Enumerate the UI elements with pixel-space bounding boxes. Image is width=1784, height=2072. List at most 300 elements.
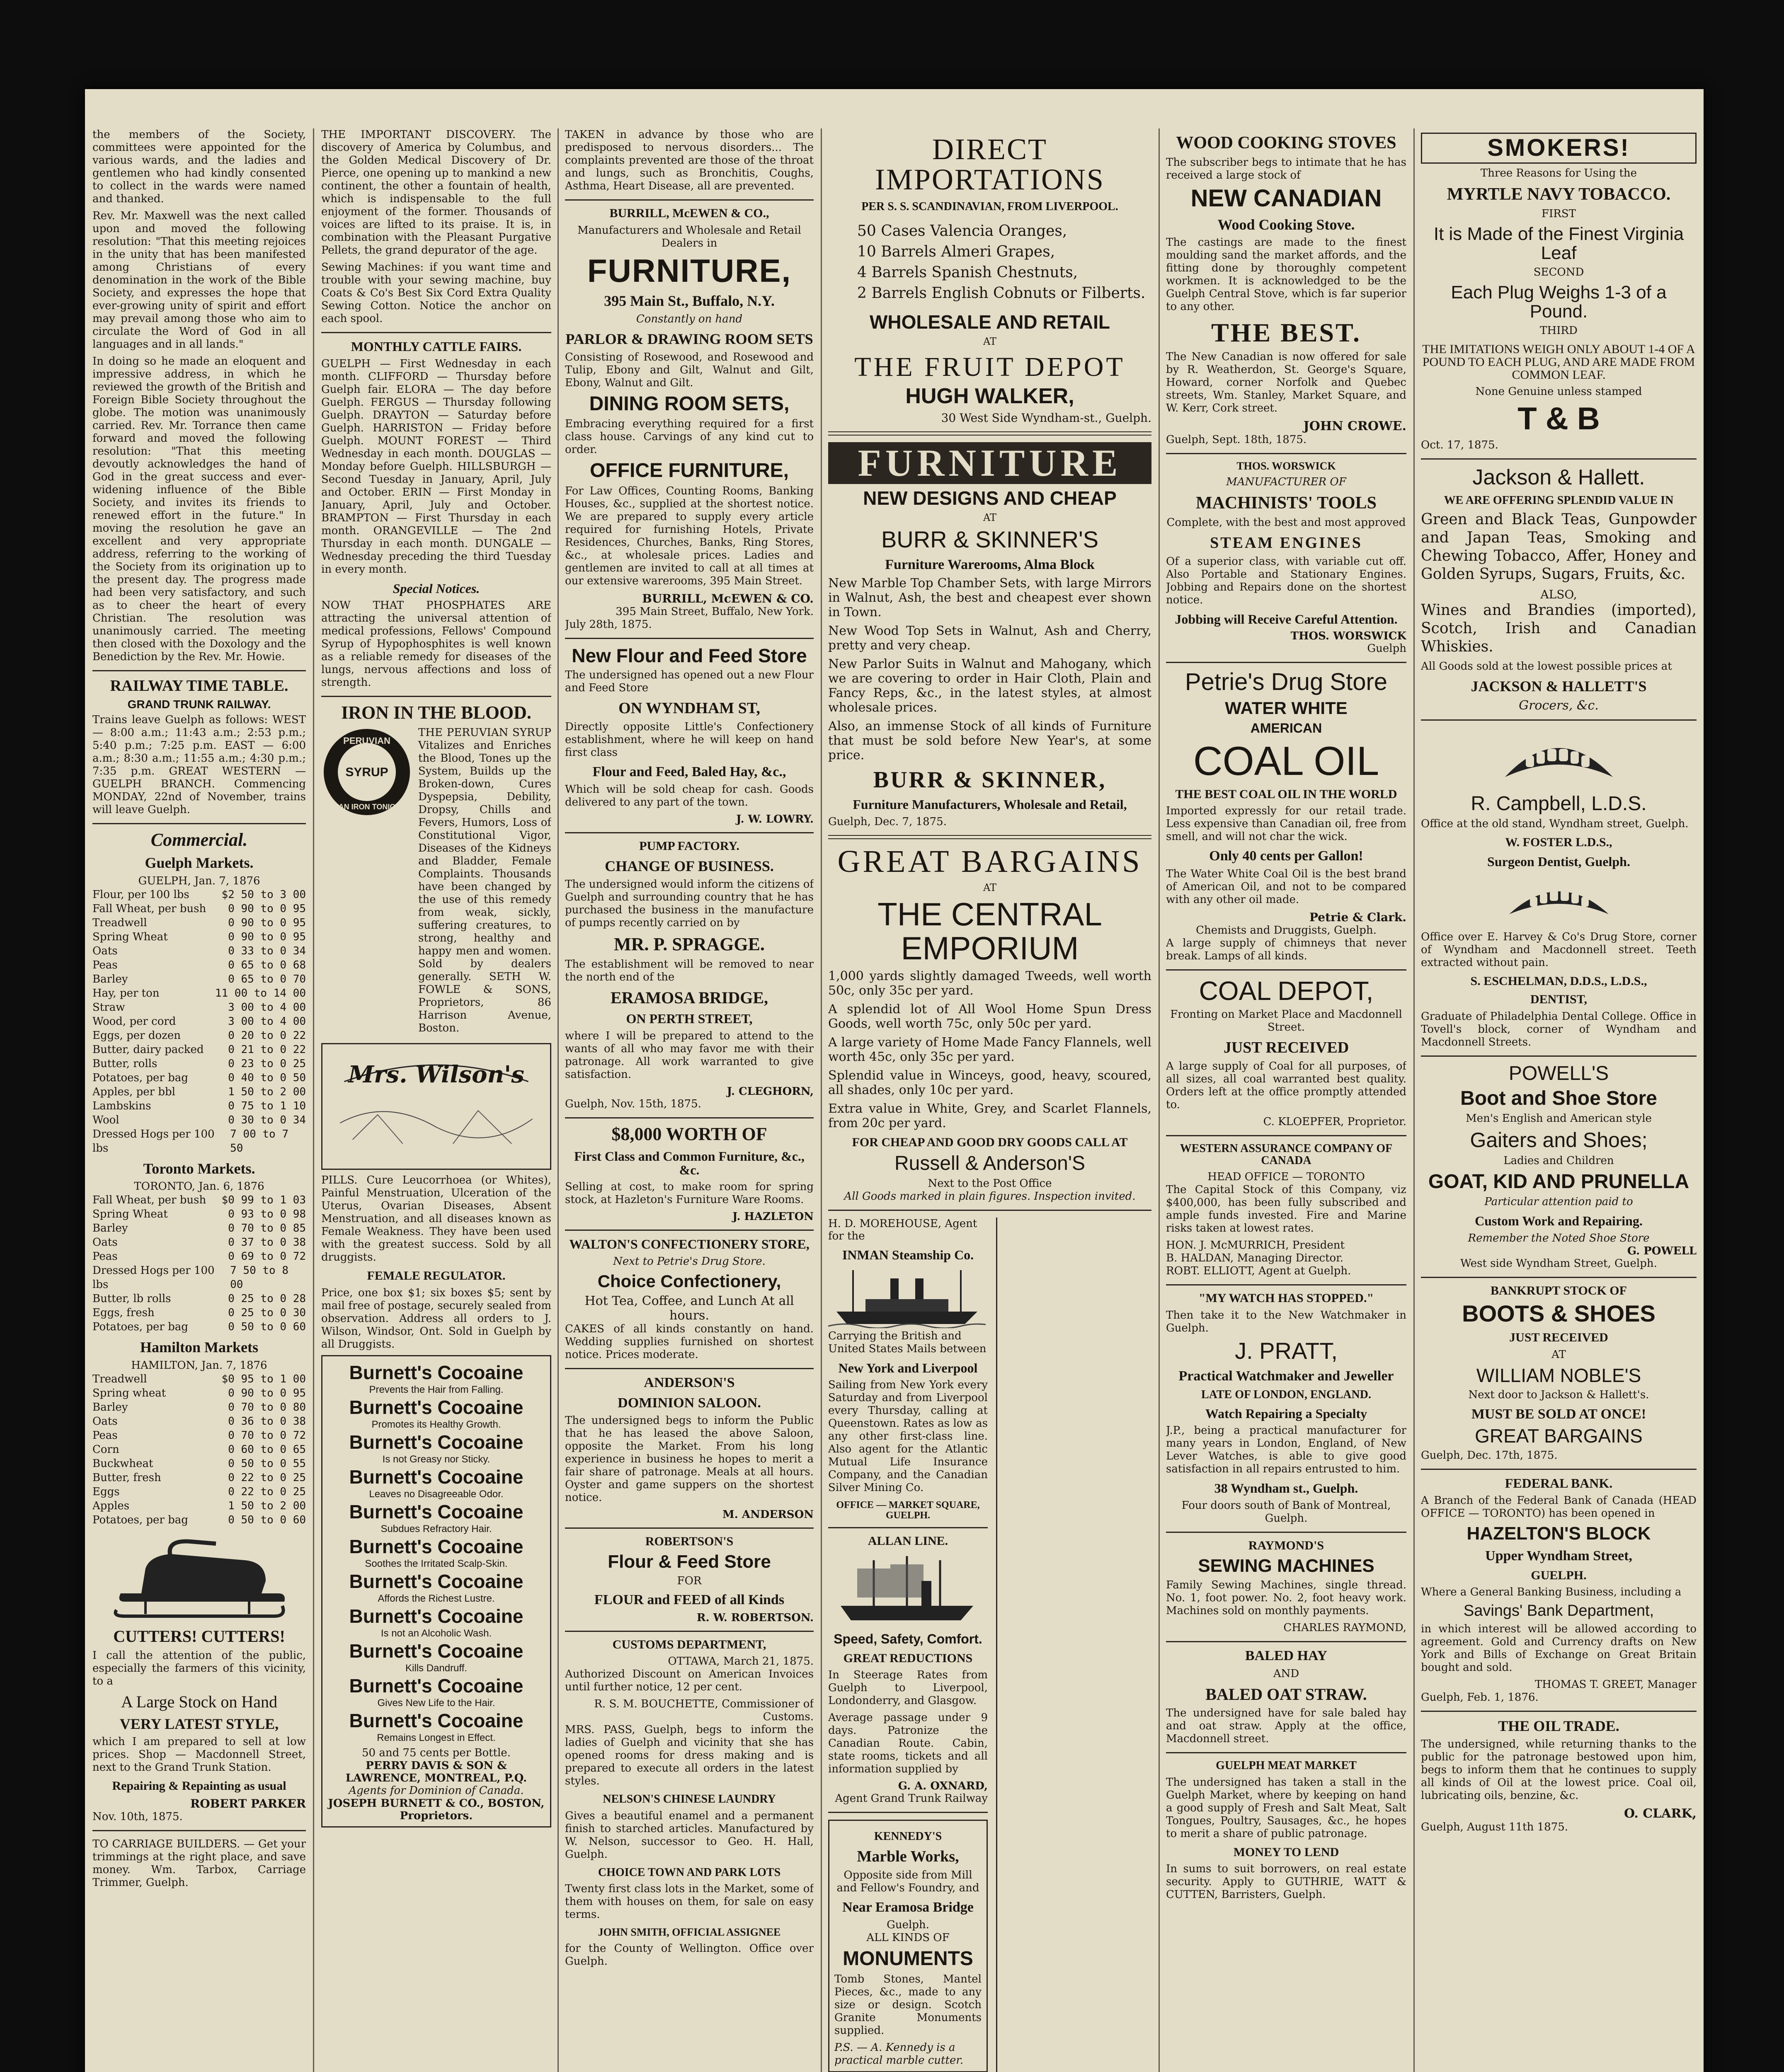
market-row <box>92 1127 306 1155</box>
customs-sign: R. S. M. BOUCHETTE, Commissioner of Customs. <box>594 1698 814 1723</box>
emporium-text-4: Splendid value in Winceys, good, heavy, scoured, all shades, only 10c per yard. <box>828 1068 1151 1098</box>
direct-item: 2 Barrels English Cobnuts or Filberts. <box>857 285 1146 302</box>
market-price: 0 60 to 0 65 <box>228 1443 306 1456</box>
central-emporium: THE CENTRAL EMPORIUM <box>877 896 1102 967</box>
boot-shoe-store: Boot and Shoe Store <box>1460 1087 1657 1110</box>
guelph-markets-heading: Guelph Markets. <box>145 854 254 871</box>
market-row <box>92 1457 306 1471</box>
market-price: 11 00 to 14 00 <box>215 987 306 1000</box>
market-row <box>92 1113 306 1127</box>
market-row <box>92 944 306 958</box>
raymond-sign: CHARLES RAYMOND, <box>1283 1621 1406 1634</box>
cocoaine-note: Is not Greasy nor Sticky. <box>382 1453 490 1465</box>
myrtle-navy: MYRTLE NAVY TOBACCO. <box>1447 184 1671 204</box>
hazelton-block: HAZELTON'S BLOCK <box>1466 1523 1651 1544</box>
sleigh-illustration <box>108 1531 291 1622</box>
kloepfer-sign: C. KLOEPFER, Proprietor. <box>1263 1116 1406 1128</box>
worswick-heading: THOS. WORSWICK <box>1236 460 1336 472</box>
machinists-tools: MACHINISTS' TOOLS <box>1195 494 1377 513</box>
market-price: 0 70 to 0 85 <box>228 1222 306 1235</box>
pump-name: MR. P. SPRAGGE. <box>614 934 765 954</box>
customs-date: OTTAWA, March 21, 1875. <box>668 1655 814 1668</box>
foster-text: Office over E. Harvey & Co's Drug Store, corner of Wyndham and Macdonnell street. Teeth extracted without pain. <box>1421 930 1697 969</box>
market-price: 0 70 to 0 72 <box>228 1429 306 1442</box>
cocoaine-name: Burnett's Cocoaine <box>349 1709 524 1731</box>
inman-text-2: Sailing from New York every Saturday and from Liverpool every Thursday, calling at Queenstown. Rates as low as any other first-class line. Also agent for the Atlantic Mutual Life Insurance Company, and the Canadian Silver Mining Co. <box>828 1379 988 1494</box>
kennedy-sign: P.S. — A. Kennedy is a practical marble cutter. <box>834 2041 964 2067</box>
kennedy-big: Marble Works, <box>857 1847 959 1865</box>
divider <box>565 1230 814 1231</box>
market-price: 0 75 to 1 10 <box>228 1099 306 1112</box>
nelson-heading: NELSON'S CHINESE LAUNDRY <box>603 1793 776 1806</box>
cocoaine-note: Remains Longest in Effect. <box>377 1732 496 1743</box>
hugh-address: 30 West Side Wyndham-st., Guelph. <box>941 411 1151 425</box>
market-item: Butter, fresh <box>92 1472 161 1484</box>
market-row <box>92 1320 306 1334</box>
money-to-lend: MONEY TO LEND <box>1233 1845 1339 1859</box>
western-agent: ROBT. ELLIOTT, Agent at Guelph. <box>1166 1265 1351 1278</box>
regulator-text: Price, one box $1; six boxes $5; sent by mail free of postage, securely sealed from observation. Address all orders to J. Wilson, Windsor, Ont. Sold in Guelph by all Druggists. <box>321 1286 551 1351</box>
divider <box>828 835 1151 839</box>
boot-sub: Men's English and American style <box>1466 1112 1652 1125</box>
burr-sub: Furniture Warerooms, Alma Block <box>885 557 1095 572</box>
nelson-text: Gives a beautiful enamel and a permanent finish to starched articles. Manufactured by W. Nelson, successor to Geo. H. Hall, Guelph. <box>565 1809 814 1861</box>
cocoaine-advert <box>321 1355 551 1828</box>
meat-text: The undersigned has taken a stall in the Guelph Market, where by keeping on hand a good supply of Fresh and Salt Meat, Salt Tongues, Poultry, Sausages, &c., he hopes to merit a share of public patronage. <box>1166 1776 1406 1840</box>
hamilton-markets-date: HAMILTON, Jan. 7, 1876 <box>131 1359 267 1372</box>
market-price: 0 25 to 0 28 <box>228 1293 306 1305</box>
market-price: 0 40 to 0 50 <box>228 1071 306 1084</box>
upper-wyndham: Upper Wyndham Street, <box>1485 1548 1632 1564</box>
cocoaine-entry <box>327 1360 545 1395</box>
russell-sub: Next to the Post Office <box>928 1177 1052 1190</box>
dining-text: Embracing everything required for a first class house. Carvings of any kind cut to order. <box>565 418 814 456</box>
lots-heading: CHOICE TOWN AND PARK LOTS <box>598 1866 781 1879</box>
emporium-text-1: 1,000 yards slightly damaged Tweeds, well worth 50c, only 35c per yard. <box>828 969 1151 998</box>
market-item: Straw <box>92 1001 125 1014</box>
foster-name: W. FOSTER L.D.S., <box>1505 835 1612 850</box>
sewing-text: Family Sewing Machines, single thread. No. 1, foot power. No. 2, foot heavy work. Machines sold on monthly payments. <box>1166 1578 1406 1617</box>
sewing-machines: SEWING MACHINES <box>1198 1555 1374 1576</box>
federal-bank: FEDERAL BANK. <box>1505 1476 1613 1491</box>
inman-agent: H. D. MOREHOUSE, Agent for the <box>828 1218 977 1243</box>
peruvian-syrup-seal <box>321 726 412 818</box>
noble-at: AT <box>1551 1348 1566 1361</box>
market-price: 7 00 to 7 50 <box>230 1128 289 1155</box>
pump-change: CHANGE OF BUSINESS. <box>605 858 774 875</box>
teas-text: Green and Black Teas, Gunpowder and Japan Teas, Smoking and Chewing Tobacco, Affer, Honey and Golden Syrups, Sugars, Fruits, &c. <box>1421 511 1697 583</box>
divider <box>1166 662 1406 663</box>
robertson-sign: R. W. ROBERTSON. <box>696 1611 814 1624</box>
market-item: Treadwell <box>92 1373 147 1386</box>
cocoaine-list <box>327 1360 545 1743</box>
ny-liverpool: New York and Liverpool <box>838 1360 978 1375</box>
burrill-sign: BURRILL, McEWEN & CO. <box>642 591 814 605</box>
market-row <box>92 1499 306 1513</box>
direct-item: 50 Cases Valencia Oranges, <box>857 223 1067 240</box>
genuine-text: None Genuine unless stamped <box>1475 385 1642 398</box>
noble-date: Guelph, Dec. 17th, 1875. <box>1421 1449 1558 1462</box>
cocoaine-name: Burnett's Cocoaine <box>349 1396 524 1418</box>
watch-heading: "MY WATCH HAS STOPPED." <box>1198 1291 1374 1305</box>
direct-heading: DIRECT IMPORTATIONS <box>875 133 1105 196</box>
eschelman-name: S. ESCHELMAN, D.D.S., L.D.S., <box>1470 974 1647 988</box>
market-price: 0 36 to 0 38 <box>228 1415 306 1428</box>
sewing-notice: Sewing Machines: if you want time and trouble with your sewing machine, buy Coats & Co's Best Six Cord Extra Quality Sewing Cotton. Notice the anchor on each spool. <box>321 261 551 325</box>
market-item: Oats <box>92 1415 118 1428</box>
cocoaine-entry <box>327 1569 545 1604</box>
custom-intro: Particular attention paid to <box>1484 1196 1633 1208</box>
furniture-designs: NEW DESIGNS AND CHEAP <box>863 487 1117 509</box>
market-item: Oats <box>92 1236 118 1249</box>
market-row <box>92 1292 306 1306</box>
market-item: Barley <box>92 973 128 985</box>
cocoaine-note: Kills Dandruff. <box>405 1662 467 1674</box>
market-row <box>92 1471 306 1485</box>
furniture-at: AT <box>983 511 997 523</box>
western-assurance: WESTERN ASSURANCE COMPANY OF CANADA <box>1180 1142 1393 1167</box>
market-item: Butter, dairy packed <box>92 1043 204 1056</box>
worth-heading: $8,000 WORTH OF <box>611 1124 767 1145</box>
cocoaine-props: JOSEPH BURNETT & CO., BOSTON, Proprietors. <box>328 1797 545 1822</box>
pratt-sub: Practical Watchmaker and Jeweller <box>1178 1368 1394 1384</box>
dentures-illustration <box>1497 727 1621 789</box>
market-row <box>92 986 306 1000</box>
cocoaine-name: Burnett's Cocoaine <box>349 1605 524 1627</box>
market-price: 0 23 to 0 25 <box>228 1057 306 1070</box>
bankrupt-stock: BANKRUPT STOCK OF <box>1491 1284 1627 1297</box>
market-item: Spring wheat <box>92 1387 166 1400</box>
emporium-text-5: Extra value in White, Grey, and Scarlet Flannels, from 20c per yard. <box>828 1101 1151 1131</box>
anderson-sign: M. ANDERSON <box>722 1508 814 1521</box>
burr-text-4: Also, an immense Stock of all kinds of Furniture that must be sold before New Year's, at some price. <box>828 719 1151 763</box>
cocoaine-name: Burnett's Cocoaine <box>349 1431 524 1453</box>
market-row <box>92 1099 306 1113</box>
cocoaine-name: Burnett's Cocoaine <box>349 1361 524 1383</box>
campbell-name: R. Campbell, L.D.S. <box>1471 792 1647 815</box>
seal-top-text: PERUVIAN <box>343 736 390 746</box>
market-row <box>92 1485 306 1499</box>
allan-big: Speed, Safety, Comfort. <box>834 1631 982 1647</box>
cocoaine-note: Promotes its Healthy Growth. <box>371 1418 501 1430</box>
divider <box>828 1210 1151 1211</box>
commercial-heading: Commercial. <box>150 830 248 850</box>
grocers: Grocers, &c. <box>1519 698 1599 713</box>
resolution-text: Rev. Mr. Maxwell was the next called upon and moved the following resolution: "That this meeting rejoices in the unity that has been manifested among Christians of every denomination in the work of the Bible Society, and expresses the hope that ever-growing unity of spirit and effort may prevail among those who aim to circulate the Word of God in all languages and in all lands." <box>92 210 306 351</box>
railway-text: Trains leave Guelph as follows: WEST — 8:00 a.m.; 11:43 a.m.; 2:53 p.m.; 5:40 p.m.; 7:25 p.m. EAST — 6:00 a.m.; 8:30 a.m.; 11:55 a.m.; 4:30 p.m.; 7:35 p.m. GREAT WESTERN — GUELPH BRANCH. Commencing MONDAY, 22nd of November, trains will leave Guelph. <box>92 714 306 816</box>
market-item: Peas <box>92 1429 118 1442</box>
market-price: 0 25 to 0 30 <box>228 1307 306 1319</box>
divider <box>1421 1469 1697 1470</box>
coal-depot: COAL DEPOT, <box>1199 976 1374 1006</box>
market-row <box>92 1057 306 1071</box>
cocoaine-name: Burnett's Cocoaine <box>349 1675 524 1697</box>
market-item: Eggs, fresh <box>92 1307 155 1319</box>
cutters-sign: ROBERT PARKER <box>190 1797 306 1811</box>
savings-bank: Savings' Bank Department, <box>1463 1602 1654 1620</box>
raymond-heading: RAYMOND'S <box>1248 1539 1324 1553</box>
great-reductions: GREAT REDUCTIONS <box>843 1651 973 1665</box>
cocoaine-entry <box>327 1535 545 1569</box>
william-noble: WILLIAM NOBLE'S <box>1476 1364 1641 1386</box>
market-price: 3 00 to 4 00 <box>228 1015 306 1028</box>
direct-item: 4 Barrels Spanish Chestnuts, <box>857 264 1078 281</box>
western-president: HON. J. McMURRICH, President <box>1166 1239 1345 1252</box>
allan-text-2: Average passage under 9 days. Patronize the Canadian Route. Cabin, state rooms, tickets and all information supplied by <box>828 1711 988 1776</box>
column-1 <box>92 128 306 2072</box>
burr-text-2: New Wood Top Sets in Walnut, Ash and Cherry, pretty and very cheap. <box>828 624 1151 653</box>
direct-sub: PER S. S. SCANDINAVIAN, FROM LIVERPOOL. <box>861 200 1118 213</box>
baled-hay: BALED HAY <box>1245 1648 1328 1663</box>
market-price: 0 90 to 0 95 <box>228 916 306 929</box>
divider <box>1421 1277 1697 1278</box>
reason-second: SECOND <box>1533 266 1584 279</box>
machinists-sub: MANUFACTURER OF <box>1226 476 1346 489</box>
petrie-sub: Chemists and Druggists, Guelph. <box>1196 924 1377 937</box>
direct-item: 10 Barrels Almeri Grapes, <box>857 243 1055 261</box>
wood-stoves-heading: WOOD COOKING STOVES <box>1176 133 1396 152</box>
market-price: 0 69 to 0 72 <box>228 1250 306 1263</box>
market-row <box>92 1386 306 1400</box>
market-row <box>92 1428 306 1443</box>
market-item: Potatoes, per bag <box>92 1071 188 1084</box>
walton-text: Hot Tea, Coffee, and Lunch At all hours. <box>584 1293 794 1323</box>
market-price: 0 50 to 0 60 <box>228 1321 306 1334</box>
furniture-word: FURNITURE, <box>587 252 792 289</box>
federal-text-2: Where a General Banking Business, including a <box>1421 1586 1682 1599</box>
pump-heading: PUMP FACTORY. <box>639 839 739 853</box>
market-item: Oats <box>92 944 118 957</box>
robertson-heading: ROBERTSON'S <box>645 1535 734 1549</box>
market-row <box>92 1400 306 1414</box>
toronto-markets-heading: Toronto Markets. <box>143 1160 255 1177</box>
office-text: For Law Offices, Counting Rooms, Banking Houses, &c., supplied at the shortest notice. We are prepared to supply every article required for furnishing Hotels, Private Residences, Churches, Banks, Ring Stores, &c., at wholesale prices. Ladies and gentlemen are invited to call at all times at our extensive warerooms, 395 Main Street. <box>565 484 814 587</box>
market-price: 0 22 to 0 25 <box>228 1472 306 1484</box>
cocoaine-entry <box>327 1465 545 1500</box>
oil-text: Imported expressly for our retail trade. Less expensive than Canadian oil, free from smell, and will not char the wick. <box>1166 805 1406 843</box>
hugh-walker: HUGH WALKER, <box>905 384 1074 409</box>
market-price: 0 50 to 0 60 <box>228 1514 306 1527</box>
just-received-6: JUST RECEIVED <box>1509 1331 1608 1345</box>
flour-items: Flour and Feed, Baled Hay, &c., <box>592 764 786 779</box>
oil-trade-sign: O. CLARK, <box>1624 1806 1697 1821</box>
special-notices-text: NOW THAT PHOSPHATES ARE attracting the universal attention of medical professions, Fellows' Compound Syrup of Hypophosphites is well known as a reliable remedy for diseases of the lungs, nervous affections and loss of strength. <box>321 599 551 689</box>
office-furniture: OFFICE FURNITURE, <box>590 460 789 482</box>
market-row <box>92 1043 306 1057</box>
market-price: 0 65 to 0 68 <box>228 959 306 971</box>
cocoaine-note: Gives New Life to the Hair. <box>377 1697 495 1709</box>
steamship-illustration <box>828 1266 986 1328</box>
money-text: In sums to suit borrowers, on real estate security. Apply to GUTHRIE, WATT & CUTTEN, Barristers, Guelph. <box>1166 1863 1406 1901</box>
allan-ship-illustration <box>828 1552 986 1627</box>
market-price: 0 70 to 0 80 <box>228 1401 306 1414</box>
kennedy-text-2: Tomb Stones, Mantel Pieces, &c., made to any size or design. Scotch Granite Monuments supplied. <box>834 1973 982 2037</box>
market-item: Dressed Hogs per 100 lbs <box>92 1264 215 1291</box>
machinists-text: Of a superior class, with variable cut off. Also Portable and Stationary Engines. Jobbing and Repairs done on the shortest notice. <box>1166 555 1406 606</box>
wines-text: Wines and Brandies (imported), Scotch, Irish and Canadian Whiskies. <box>1421 602 1697 656</box>
divider <box>1166 1641 1406 1642</box>
rose-text: TAKEN in advance by those who are predisposed to nervous disorders... The complaints prevented are those of the throat and lungs, such as Bronchitis, Coughs, Asthma, Heart Disease, all are prevented. <box>565 128 814 192</box>
western-office: HEAD OFFICE — TORONTO <box>1207 1171 1365 1184</box>
market-price: 0 37 to 0 38 <box>228 1236 306 1249</box>
federal-text: A Branch of the Federal Bank of Canada (HEAD OFFICE — TORONTO) has been opened in <box>1421 1494 1697 1520</box>
burr-sign-2: Furniture Manufacturers, Wholesale and Retail, <box>853 797 1127 812</box>
lamps-text: A large supply of chimneys that never break. Lamps of all kinds. <box>1166 937 1406 963</box>
divider <box>1166 1532 1406 1533</box>
market-row <box>92 1014 306 1029</box>
col4-right-subcolumn <box>1006 1218 1151 2072</box>
russell-note: All Goods marked in plain figures. Inspection invited. <box>844 1190 1136 1203</box>
pratt-note: Four doors south of Bank of Montreal, Guelph. <box>1181 1499 1391 1525</box>
kennedy-near: Near Eramosa Bridge <box>842 1899 974 1915</box>
column-4 <box>828 128 1151 2072</box>
worswick-city: Guelph <box>1367 642 1406 655</box>
burr-text-3: New Parlor Suits in Walnut and Mahogany, which we are covering to order in Hair Cloth, Plain and Fancy Reps, &c., in the latest styles, at almost wholesale prices. <box>828 657 1151 715</box>
walton-big: Choice Confectionery, <box>597 1271 781 1291</box>
cocoaine-entry <box>327 1674 545 1709</box>
also: ALSO, <box>1540 588 1577 602</box>
guelph-markets-date: GUELPH, Jan. 7, 1876 <box>138 874 260 887</box>
western-secretary: B. HALDAN, Managing Director. <box>1166 1252 1344 1265</box>
burrill-sign-address: 395 Main Street, Buffalo, New York. <box>616 605 814 618</box>
tb-stamp: T & B <box>1517 401 1600 437</box>
divider <box>828 431 1151 436</box>
divider <box>565 1368 814 1369</box>
divider <box>1421 719 1697 721</box>
eramosa-bridge: ERAMOSA BRIDGE, <box>610 988 768 1007</box>
reason-third: THIRD <box>1540 324 1578 337</box>
fairs-heading: MONTHLY CATTLE FAIRS. <box>351 339 522 354</box>
inner-column-rule <box>996 1218 997 2072</box>
cocoaine-name: Burnett's Cocoaine <box>349 1501 524 1523</box>
walton-heading: WALTON'S CONFECTIONERY STORE, <box>569 1237 810 1252</box>
market-row <box>92 916 306 930</box>
furniture-big: FURNITURE <box>828 442 1151 484</box>
american: AMERICAN <box>1250 721 1322 736</box>
inman-office: OFFICE — MARKET SQUARE, GUELPH. <box>836 1500 980 1521</box>
market-row <box>92 1193 306 1207</box>
flour-text-2: Directly opposite Little's Confectionery establishment, where he will keep on hand first class <box>565 720 814 759</box>
wholesale-heading: WHOLESALE AND RETAIL <box>869 311 1110 333</box>
market-price: $0 95 to 1 00 <box>221 1373 306 1386</box>
burr-skinner: BURR & SKINNER'S <box>881 526 1099 552</box>
just-received: JUST RECEIVED <box>1223 1039 1349 1057</box>
federal-sign: THOMAS T. GREET, Manager <box>1534 1678 1697 1691</box>
burrill-constantly: Constantly on hand <box>636 313 743 326</box>
cocoaine-note: Prevents the Hair from Falling. <box>369 1384 504 1395</box>
walton-sub: Next to Petrie's Drug Store. <box>613 1255 766 1268</box>
market-row <box>92 1372 306 1386</box>
customs-text: Authorized Discount on American Invoices until further notice, 12 per cent. <box>565 1668 814 1694</box>
water-white: WATER WHITE <box>1225 698 1348 718</box>
market-item: Potatoes, per bag <box>92 1321 188 1334</box>
burrill-heading: BURRILL, McEWEN & CO., <box>609 206 769 220</box>
foster-surgeon: Surgeon Dentist, Guelph. <box>1487 854 1630 869</box>
boots-shoes: BOOTS & SHOES <box>1462 1300 1656 1326</box>
divider <box>828 1527 988 1528</box>
market-item: Butter, rolls <box>92 1057 158 1070</box>
petrie-drug-store: Petrie's Drug Store <box>1185 668 1388 696</box>
new-canadian: NEW CANADIAN <box>1190 184 1382 212</box>
market-price: 0 30 to 0 34 <box>228 1113 306 1126</box>
railway-heading: RAILWAY TIME TABLE. <box>110 677 288 695</box>
allan-sign: G. A. OXNARD, <box>898 1780 988 1793</box>
column-6 <box>1421 128 1697 2072</box>
pratt-text: J.P., being a practical manufacturer for many years in London, England, of New Lever Watches, is able to give good satisfaction in all repairs entrusted to him. <box>1166 1424 1406 1476</box>
cutters-style: VERY LATEST STYLE, <box>119 1715 279 1732</box>
robertson-big: Flour & Feed Store <box>608 1551 771 1572</box>
market-price: 3 00 to 4 00 <box>228 1001 306 1014</box>
market-item: Potatoes, per bag <box>92 1514 188 1527</box>
must-be-sold: MUST BE SOLD AT ONCE! <box>1471 1406 1646 1422</box>
market-item: Wool <box>92 1113 119 1126</box>
oil-trade-date: Guelph, August 11th 1875. <box>1421 1820 1568 1833</box>
pratt-name: J. PRATT, <box>1235 1337 1338 1364</box>
robertson-text: FLOUR and FEED of all Kinds <box>594 1592 785 1607</box>
market-item: Flour, per 100 lbs <box>92 888 189 901</box>
anderson-heading: ANDERSON'S <box>644 1375 735 1390</box>
divider <box>565 199 814 201</box>
burr-date: Guelph, Dec. 7, 1875. <box>828 815 947 828</box>
crowe-date: Guelph, Sept. 18th, 1875. <box>1166 433 1307 446</box>
market-price: 0 33 to 0 34 <box>228 944 306 957</box>
mrs-wilson-banner <box>321 1043 551 1170</box>
market-row <box>92 1513 306 1527</box>
market-row <box>92 1414 306 1428</box>
direct-items-list <box>828 221 1151 304</box>
market-row <box>92 930 306 944</box>
parlor-sets: PARLOR & DRAWING ROOM SETS <box>565 331 813 348</box>
powell-sign: G. POWELL <box>1627 1245 1697 1257</box>
market-price: 0 90 to 0 95 <box>228 930 306 943</box>
inman-column <box>828 1218 988 2072</box>
market-price: 1 50 to 2 00 <box>228 1500 306 1513</box>
railway-subheading: GRAND TRUNK RAILWAY. <box>127 697 271 711</box>
jackson-hallett: Jackson & Hallett. <box>1472 465 1645 490</box>
iron-text: THE PERUVIAN SYRUP Vitalizes and Enriches the Blood, Tones up the System, Builds up the Broken-down, Cures Dyspepsia, Debility, Dropsy, Chills and Fevers, Humors, Loss of Constitutional Vigor, Diseases of the Kidneys and Bladder, Female Complaints. Thousands have been changed by the use of this remedy from weak, sickly, suffering creatures, to strong, healthy and happy men and women. Sold by dealers generally. SETH W. FOWLE & SONS, Proprietors, 86 Harrison Avenue, Boston. <box>418 726 551 1035</box>
market-price: 0 93 to 0 98 <box>228 1208 306 1221</box>
customs-heading: CUSTOMS DEPARTMENT, <box>612 1637 766 1651</box>
market-row <box>92 1029 306 1043</box>
divider <box>565 1117 814 1118</box>
cocoaine-agents-2: Agents for Dominion of Canada. <box>349 1784 524 1797</box>
burr-text-1: New Marble Top Chamber Sets, with large Mirrors in Walnut, Ash, the best and cheapest ever shown in Town. <box>828 576 1151 620</box>
cutters-heading: CUTTERS! CUTTERS! <box>113 1627 285 1646</box>
anderson-text: The undersigned begs to inform the Public that he has leased the above Saloon, opposite the Market. From his long experience in business he hopes to merit a fair share of patronage. Meals at all hours. Oyster and game suppers on the shortest notice. <box>565 1414 814 1504</box>
market-item: Barley <box>92 1222 128 1235</box>
column-2 <box>321 128 551 2072</box>
market-item: Fall Wheat, per bush <box>92 1194 206 1207</box>
seal-middle-text: SYRUP <box>345 765 388 779</box>
newspaper-page <box>85 89 1704 2072</box>
inman-text: Carrying the British and United States Mails between <box>828 1329 987 1355</box>
market-price: 0 90 to 0 95 <box>228 902 306 915</box>
divider <box>321 332 551 333</box>
pump-text: The undersigned would inform the citizens of Guelph and surrounding country that he has purchased the business in the manufacture of pumps recently carried on by <box>565 878 814 929</box>
federal-guelph: GUELPH. <box>1531 1568 1587 1582</box>
federal-date: Guelph, Feb. 1, 1876. <box>1421 1691 1539 1704</box>
market-price: 0 22 to 0 25 <box>228 1486 306 1498</box>
lowest-prices: All Goods sold at the lowest possible prices at <box>1421 660 1672 673</box>
russell-anderson: Russell & Anderson'S <box>894 1152 1086 1174</box>
jackson-hallett-2: JACKSON & HALLETT'S <box>1471 678 1647 695</box>
kennedy-kinds: ALL KINDS OF <box>866 1932 950 1944</box>
meat-market: GUELPH MEAT MARKET <box>1216 1759 1357 1772</box>
guelph-markets-table <box>92 888 306 1155</box>
wood-sub: Wood Cooking Stove. <box>1217 216 1355 233</box>
market-item: Wood, per cord <box>92 1015 176 1028</box>
wood-text-3: The New Canadian is now offered for sale by R. Weatherdon, St. George's Square, Howard, corner Norfolk and Quebec streets, Wm. Stanley, Market Square, and W. Kerr, Cork street. <box>1166 350 1406 414</box>
